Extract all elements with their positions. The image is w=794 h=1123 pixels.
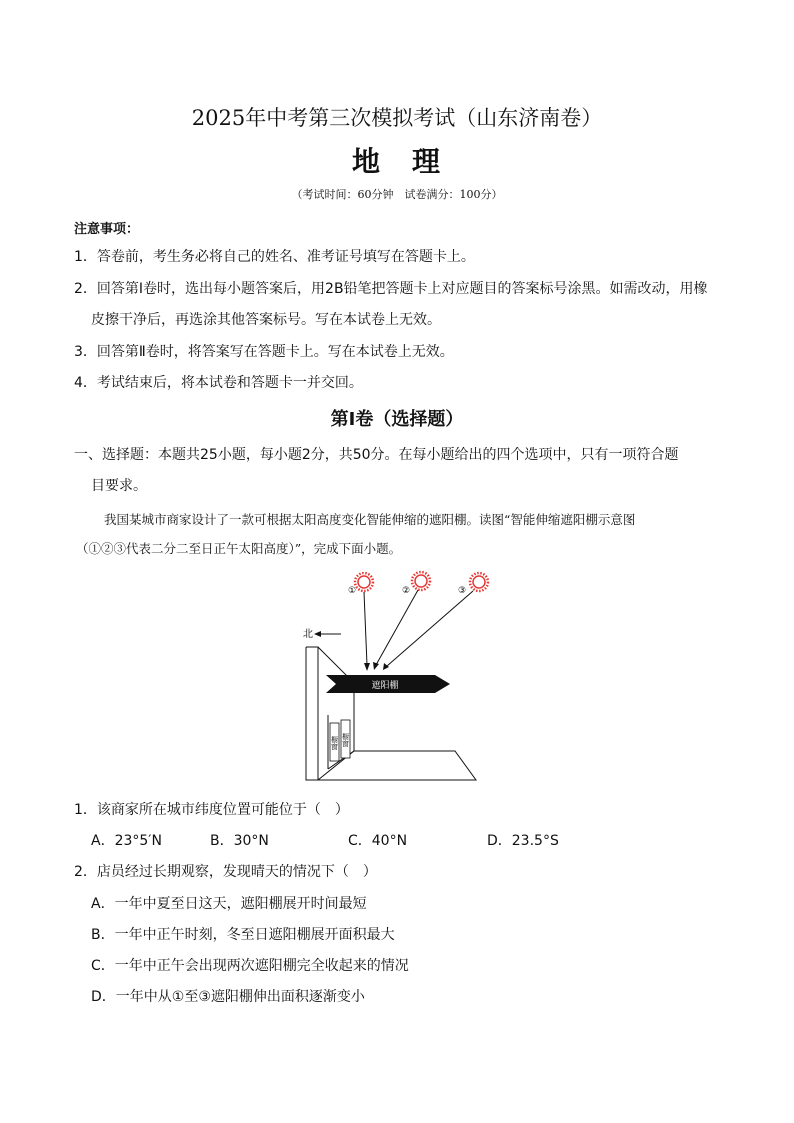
notice-item-2-cont: 皮擦干净后，再选涂其他答案标号。写在本试卷上无效。: [91, 312, 441, 328]
notice-item-4: 4．考试结束后，将本试卷和答题卡一并交回。: [74, 375, 363, 391]
sun-icon-1: [355, 573, 373, 591]
sun-icon-2: [412, 572, 430, 590]
notice-heading: 注意事项：: [74, 222, 140, 237]
question-2-option-b: B．一年中正午时刻，冬至日遮阳棚展开面积最大: [91, 927, 395, 943]
subject-char-1: 地: [351, 145, 382, 178]
awning-diagram: [290, 565, 490, 791]
shelf-left-label: 橱窗: [330, 736, 339, 750]
notice-item-2: 2．回答第Ⅰ卷时，选出每小题答案后，用2B铅笔把答题卡上对应题目的答案标号涂黑。如需改动，用橡: [74, 281, 708, 297]
ray-arrow-3-icon: [383, 663, 389, 670]
subject-title: [0, 140, 794, 180]
notice-item-1: 1．答卷前，考生务必将自己的姓名、准考证号填写在答题卡上。: [74, 249, 475, 265]
question-2-option-d: D．一年中从①至③遮阳棚伸出面积逐渐变小: [91, 989, 365, 1005]
part-one-line-2: 目要求。: [91, 478, 147, 494]
stem-line-1: 我国某城市商家设计了一款可根据太阳高度变化智能伸缩的遮阳棚。读图“智能伸缩遮阳棚示意图: [104, 512, 636, 527]
part-one-line-1: 一、选择题：本题共25小题，每小题2分，共50分。在每小题给出的四个选项中，只有一项符合题: [74, 447, 679, 463]
notice-item-3: 3．回答第Ⅱ卷时，将答案写在答题卡上。写在本试卷上无效。: [74, 344, 454, 360]
section-title: 第Ⅰ卷（选择题）: [330, 409, 464, 430]
ray-arrow-1-icon: [364, 663, 370, 671]
question-1-option-a: A．23°5′N: [91, 833, 162, 849]
north-arrow-icon: [314, 631, 321, 637]
question-2-option-c: C．一年中正午会出现两次遮阳棚完全收起来的情况: [91, 958, 409, 974]
awning-label: 遮阳棚: [371, 681, 399, 691]
stem-line-2: （①②③代表二分二至日正午太阳高度）”，完成下面小题。: [76, 541, 402, 556]
north-label: 北: [303, 629, 313, 640]
question-2-stem: 2．店员经过长期观察，发现晴天的情况下（ ）: [74, 864, 377, 880]
question-1-option-d: D．23.5°S: [487, 833, 559, 849]
question-1-option-b: B．30°N: [210, 833, 269, 849]
exam-info: （考试时间：60分钟 试卷满分：100分）: [291, 188, 503, 201]
sun-rays: [364, 590, 473, 666]
exam-title: 2025年中考第三次模拟考试（山东济南卷）: [191, 106, 603, 130]
question-1-option-c: C．40°N: [348, 833, 408, 849]
sun-label-1: ①: [348, 586, 357, 596]
sun-label-2: ②: [402, 586, 411, 596]
shelf-right-label: 橱窗: [341, 733, 350, 747]
question-2-option-a: A．一年中夏至日这天，遮阳棚展开时间最短: [91, 896, 367, 912]
sun-icon-3: [470, 573, 488, 591]
sun-label-3: ③: [458, 586, 467, 596]
question-1-stem: 1．该商家所在城市纬度位置可能位于（ ）: [74, 802, 349, 818]
ray-arrow-2-icon: [373, 662, 379, 670]
subject-char-2: 理: [412, 145, 443, 178]
